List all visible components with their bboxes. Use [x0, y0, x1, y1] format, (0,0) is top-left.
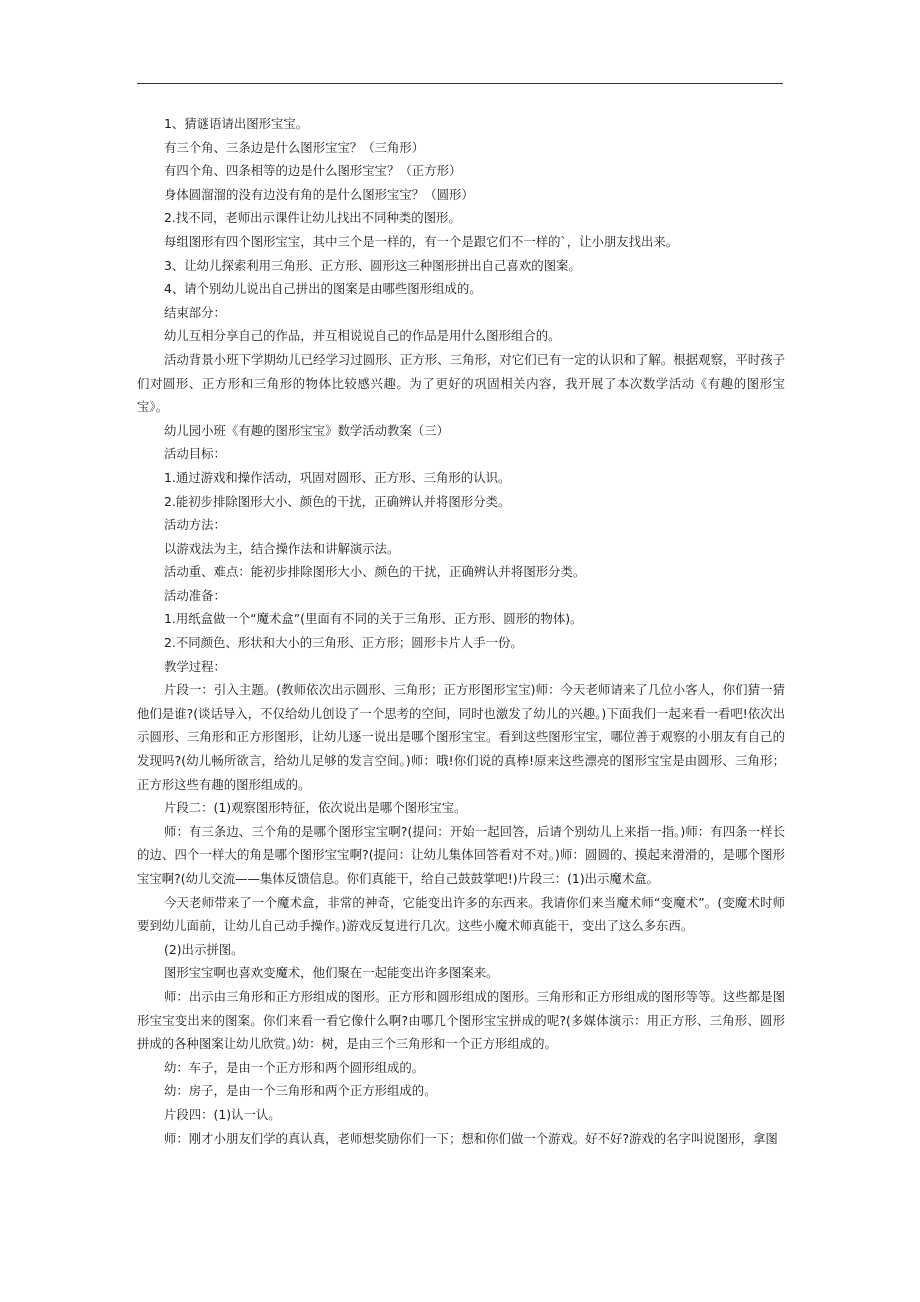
- paragraph: 有三个角、三条边是什么图形宝宝？（三角形）: [164, 139, 425, 155]
- paragraph: 有四个角、四条相等的边是什么图形宝宝？（正方形）: [164, 163, 462, 179]
- paragraph: 3、让幼儿探索利用三角形、正方形、圆形这三种图形拼出自己喜欢的图案。: [164, 257, 581, 273]
- paragraph: 2.能初步排除图形大小、颜色的干扰，正确辨认并将图形分类。: [164, 493, 511, 509]
- paragraph: 片段一：引入主题。(教师依次出示圆形、三角形；正方形图形宝宝)师：今天老师请来了几位小客人，你们猜一猜他们是谁?(谈话导入，不仅给幼儿创设了一个思考的空间，同时也激发了幼儿的兴趣。)下面我们一起来看一看吧!依次出示圆形、三角形和正方形图形，让幼儿逐一说出是哪个图形宝宝。看到这些图形宝宝，哪位善于观察的小朋友有自己的发现吗?(幼儿畅所欲言，给幼儿足够的发言空间。)师：哦!你们说的真棒!原来这些漂亮的图形宝宝是由圆形、三角形；正方形这些有趣的图形组成的。: [137, 682, 785, 792]
- paragraph: 活动方法：: [164, 517, 226, 533]
- paragraph: 师：刚才小朋友们学的真认真，老师想奖励你们一下；想和你们做一个游戏。好不好?游戏的名字叫说图形，拿图: [164, 1130, 778, 1146]
- paragraph: 教学过程：: [164, 658, 226, 674]
- paragraph: 2.不同颜色、形状和大小的三角形、正方形；圆形卡片人手一份。: [164, 635, 523, 651]
- paragraph: 活动重、难点：能初步排除图形大小、颜色的干扰，正确辨认并将图形分类。: [164, 564, 586, 580]
- paragraph: 活动目标：: [164, 446, 226, 462]
- paragraph: 结束部分：: [164, 304, 226, 320]
- paragraph: 1、猜谜语请出图形宝宝。: [164, 116, 309, 131]
- paragraph: 身体圆溜溜的没有边没有角的是什么图形宝宝？（圆形）: [164, 186, 474, 202]
- paragraph: 师：有三条边、三个角的是哪个图形宝宝啊?(提问：开始一起回答，后请个别幼儿上来指一指。)师：有四条一样长的边、四个一样大的角是哪个图形宝宝啊?(提问：让幼儿集体回答看对不对。)师：圆圆的、摸起来滑滑的，是哪个图形宝宝啊?(幼儿交流——集体反馈信息。你们真能干，给自己鼓鼓掌吧!)片段三：(1)出示魔术盒。: [137, 823, 785, 886]
- paragraph: 活动准备：: [164, 587, 226, 603]
- document-body: [137, 112, 785, 1150]
- header-rule: [137, 83, 783, 84]
- paragraph: 每组图形有四个图形宝宝，其中三个是一样的，有一个是跟它们不一样的`，让小朋友找出来。: [164, 233, 679, 249]
- paragraph: 活动背景小班下学期幼儿已经学习过圆形、正方形、三角形，对它们已有一定的认识和了解。根据观察，平时孩子们对圆形、正方形和三角形的物体比较感兴趣。为了更好的巩固相关内容，我开展了本次数学活动《有趣的图形宝宝》。: [137, 351, 785, 415]
- paragraph: 幼：车子，是由一个正方形和两个圆形组成的。: [164, 1059, 425, 1075]
- paragraph: 1.通过游戏和操作活动，巩固对圆形、正方形、三角形的认识。: [164, 469, 511, 485]
- paragraph: 片段四：(1)认一认。: [164, 1106, 281, 1122]
- paragraph: 幼儿园小班《有趣的图形宝宝》数学活动教案（三）: [164, 422, 449, 438]
- paragraph: 今天老师带来了一个魔术盒，非常的神奇，它能变出许多的东西来。我请你们来当魔术师“变魔术”。(变魔术时师要到幼儿面前，让幼儿自己动手操作。)游戏反复进行几次。这些小魔术师真能干，变出了这么多东西。: [137, 894, 785, 934]
- paragraph: 片段二：(1)观察图形特征，依次说出是哪个图形宝宝。: [164, 800, 467, 816]
- paragraph: 以游戏法为主，结合操作法和讲解演示法。: [164, 540, 400, 556]
- paragraph: 1.用纸盒做一个“魔术盒”(里面有不同的关于三角形、正方形、圆形的物体)。: [164, 611, 583, 627]
- paragraph: 师：出示由三角形和正方形组成的图形。正方形和圆形组成的图形。三角形和正方形组成的图形等等。这些都是图形宝宝变出来的图案。你们来看一看它像什么啊?由哪几个图形宝宝拼成的呢?(多媒体演示：用正方形、三角形、圆形拼成的各种图案让幼儿欣赏。)幼：树，是由三个三角形和一个正方形组成的。: [137, 988, 785, 1052]
- paragraph: 幼：房子，是由一个三角形和两个正方形组成的。: [164, 1083, 437, 1099]
- paragraph: 图形宝宝啊也喜欢变魔术，他们聚在一起能变出许多图案来。: [164, 965, 499, 981]
- paragraph: (2)出示拼图。: [164, 941, 244, 957]
- paragraph: 2.找不同，老师出示课件让幼儿找出不同种类的图形。: [164, 210, 461, 226]
- paragraph: 幼儿互相分享自己的作品，并互相说说自己的作品是用什么图形组合的。: [164, 328, 561, 344]
- paragraph: 4、请个别幼儿说出自己拼出的图案是由哪些图形组成的。: [164, 281, 482, 297]
